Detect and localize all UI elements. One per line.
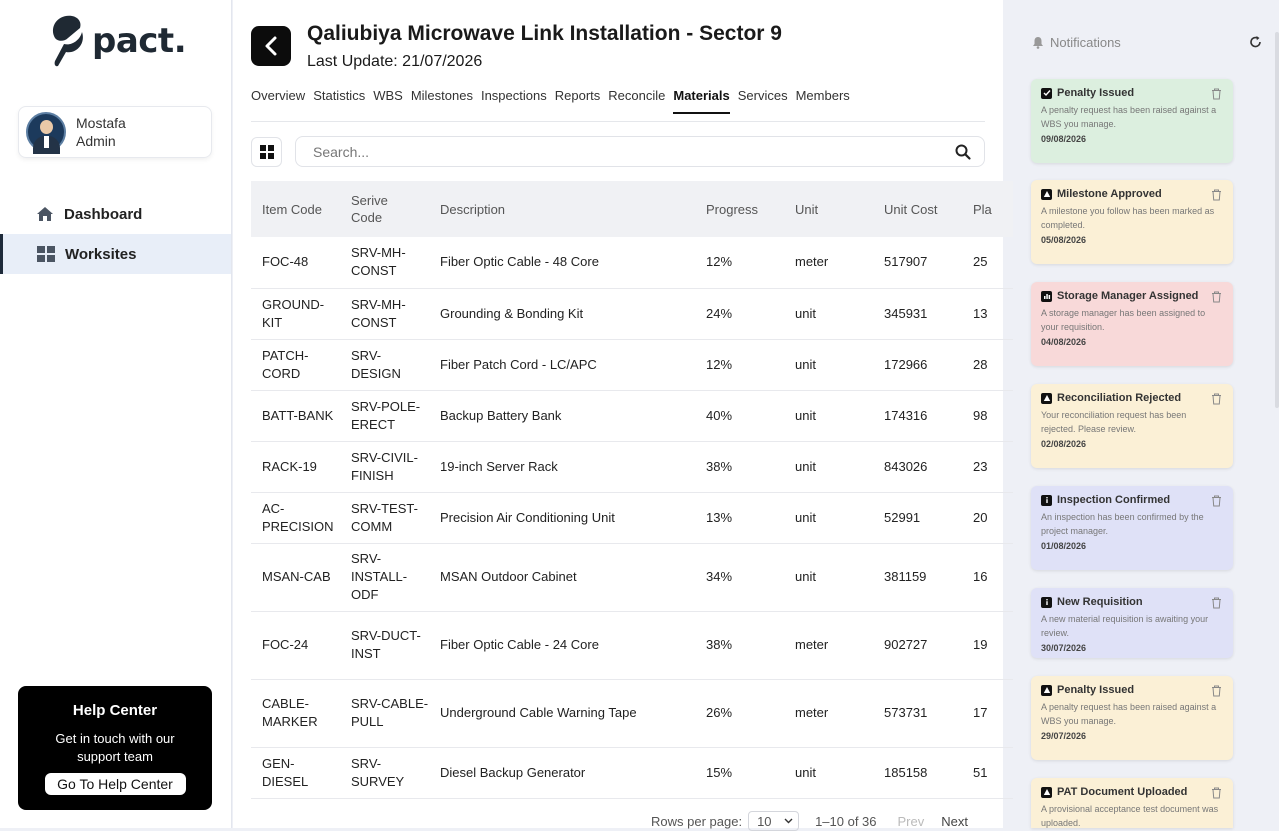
table-cell: unit [784, 390, 873, 441]
table-cell: Fiber Optic Cable - 48 Core [429, 237, 695, 288]
info-icon [1041, 597, 1052, 608]
table-cell: 28 [962, 339, 1051, 390]
column-header[interactable]: Description [440, 201, 506, 217]
materials-table [251, 181, 1051, 799]
trash-icon[interactable] [1211, 290, 1222, 308]
sidebar-item-dashboard[interactable] [0, 194, 231, 234]
table-row[interactable] [251, 390, 1051, 441]
grid-icon [260, 145, 274, 159]
table-cell: 98 [962, 390, 1051, 441]
user-card[interactable] [18, 106, 212, 158]
table-cell: 16 [962, 543, 1051, 611]
table-cell: SRV-MH-CONST [340, 288, 429, 339]
table-cell: 40% [695, 390, 784, 441]
help-center-card [18, 686, 212, 810]
back-button[interactable] [251, 26, 291, 66]
next-page-button[interactable]: Next [941, 813, 968, 829]
column-header[interactable]: Unit Cost [884, 201, 938, 217]
notification-body: A storage manager has been assigned to your requisition. [1041, 308, 1206, 332]
warning-icon [1041, 189, 1052, 200]
table-cell: Backup Battery Bank [429, 390, 695, 441]
tab-reports[interactable]: Reports [554, 88, 601, 103]
sidebar-item-label: Dashboard [64, 205, 143, 223]
trash-icon[interactable] [1211, 188, 1222, 206]
notification-title: Inspection Confirmed [1057, 494, 1171, 506]
view-toggle-button[interactable] [251, 137, 282, 167]
search-input[interactable] [313, 144, 933, 160]
table-row[interactable] [251, 288, 1051, 339]
table-cell: RACK-19 [251, 441, 340, 492]
check-icon [1041, 88, 1052, 99]
materials-table-container[interactable] [251, 181, 992, 797]
notification-body: An inspection has been confirmed by the project manager. [1041, 512, 1204, 536]
pagination [651, 811, 968, 831]
notification-title: Penalty Issued [1057, 87, 1135, 99]
column-header[interactable]: Progress [706, 201, 759, 217]
main-content [233, 0, 1003, 828]
pact-logo-icon [50, 14, 86, 68]
notification-body: A penalty request has been raised against a WBS you manage. [1041, 702, 1217, 726]
table-cell: SRV-CABLE-PULL [340, 679, 429, 747]
tabs [251, 88, 858, 114]
table-cell: SRV-MH-CONST [340, 237, 429, 288]
table-cell: Grounding & Bonding Kit [429, 288, 695, 339]
table-cell: unit [784, 288, 873, 339]
table-cell: 573731 [873, 679, 962, 747]
notification-title: Milestone Approved [1057, 188, 1162, 200]
notification-date: 30/07/2026 [1041, 643, 1087, 653]
notification-body: A penalty request has been raised against a WBS you manage. [1041, 105, 1217, 129]
trash-icon[interactable] [1211, 596, 1222, 614]
table-cell: 26% [695, 679, 784, 747]
search-icon[interactable] [955, 144, 971, 165]
table-cell: 38% [695, 441, 784, 492]
table-cell: unit [784, 441, 873, 492]
table-cell: Precision Air Conditioning Unit [429, 492, 695, 543]
table-cell: FOC-24 [251, 611, 340, 679]
notification-body: A milestone you follow has been marked as completed. [1041, 206, 1215, 230]
table-row[interactable] [251, 237, 1051, 288]
refresh-icon[interactable] [1249, 35, 1262, 54]
table-cell: 15% [695, 747, 784, 798]
notification-date: 09/08/2026 [1041, 134, 1087, 144]
table-cell: AC-PRECISION [251, 492, 340, 543]
table-cell: 19-inch Server Rack [429, 441, 695, 492]
table-cell: 12% [695, 237, 784, 288]
notification-body: Your reconciliation request has been rejected. Please review. [1041, 410, 1187, 434]
notification-card[interactable] [1031, 384, 1233, 468]
notification-title: Reconciliation Rejected [1057, 392, 1182, 404]
sidebar-nav [0, 194, 231, 274]
notifications-scrollbar[interactable] [1275, 32, 1279, 408]
table-cell: GROUND-KIT [251, 288, 340, 339]
notification-title: Penalty Issued [1057, 684, 1135, 696]
chevron-down-icon [784, 818, 793, 824]
table-cell: 17 [962, 679, 1051, 747]
table-cell: 34% [695, 543, 784, 611]
table-cell: unit [784, 543, 873, 611]
table-row[interactable] [251, 543, 1051, 611]
tabs-divider [251, 121, 985, 122]
table-cell: SRV-DESIGN [340, 339, 429, 390]
tab-members[interactable]: Members [795, 88, 850, 103]
table-row[interactable] [251, 441, 1051, 492]
table-cell: 38% [695, 611, 784, 679]
column-header[interactable]: Item Code [262, 201, 322, 217]
table-cell: FOC-48 [251, 237, 340, 288]
pact-logo[interactable] [50, 14, 186, 68]
table-cell: unit [784, 747, 873, 798]
help-title: Help Center [72, 702, 158, 719]
tab-wbs[interactable]: WBS [373, 88, 403, 103]
table-row[interactable] [251, 492, 1051, 543]
table-cell: 185158 [873, 747, 962, 798]
table-cell: SRV-POLE-ERECT [340, 390, 429, 441]
rows-per-page-label: Rows per page: [651, 813, 743, 829]
table-row[interactable] [251, 679, 1051, 747]
table-cell: 174316 [873, 390, 962, 441]
column-header[interactable]: Serive Code [351, 193, 388, 225]
tab-inspections[interactable]: Inspections [480, 88, 547, 103]
chart-icon [1041, 291, 1052, 302]
trash-icon[interactable] [1211, 494, 1222, 512]
table-cell: SRV-TEST-COMM [340, 492, 429, 543]
sidebar-item-worksites[interactable] [0, 234, 231, 274]
table-cell: CABLE-MARKER [251, 679, 340, 747]
info-icon [1041, 495, 1052, 506]
notification-body: A new material requisition is awaiting your review. [1041, 614, 1209, 638]
trash-icon[interactable] [1211, 684, 1222, 702]
notification-card[interactable] [1031, 79, 1233, 163]
avatar [26, 112, 66, 152]
user-role: Admin [76, 133, 116, 149]
trash-icon[interactable] [1211, 392, 1222, 410]
notification-card[interactable] [1031, 486, 1233, 570]
table-cell: MSAN Outdoor Cabinet [429, 543, 695, 611]
sidebar [0, 0, 232, 828]
help-center-button[interactable]: Go To Help Center [45, 773, 186, 795]
notification-card[interactable] [1031, 676, 1233, 760]
chevron-left-icon [263, 36, 279, 56]
notification-title: New Requisition [1057, 596, 1143, 608]
table-cell: 23 [962, 441, 1051, 492]
tab-milestones[interactable]: Milestones [410, 88, 473, 103]
warning-icon [1041, 787, 1052, 798]
table-cell: 172966 [873, 339, 962, 390]
table-cell: meter [784, 611, 873, 679]
notification-date: 01/08/2026 [1041, 541, 1087, 551]
notification-date: 04/08/2026 [1041, 337, 1087, 347]
table-cell: Fiber Optic Cable - 24 Core [429, 611, 695, 679]
table-cell: Fiber Patch Cord - LC/APC [429, 339, 695, 390]
table-row[interactable] [251, 611, 1051, 679]
page-title: Qaliubiya Microwave Link Installation - Sector 9 [307, 22, 782, 45]
tab-materials[interactable]: Materials [673, 88, 729, 114]
table-cell: 345931 [873, 288, 962, 339]
notification-card[interactable] [1031, 588, 1233, 658]
table-cell: 25 [962, 237, 1051, 288]
sidebar-item-label: Worksites [65, 245, 137, 263]
table-row[interactable] [251, 747, 1051, 798]
pagination-range: 1–10 of 36 [815, 813, 877, 829]
table-cell: 20 [962, 492, 1051, 543]
notifications-panel [1013, 0, 1279, 828]
notifications-title: Notifications [1050, 35, 1121, 50]
notification-date: 02/08/2026 [1041, 439, 1087, 449]
table-header-row [251, 181, 1051, 237]
table-cell: Diesel Backup Generator [429, 747, 695, 798]
trash-icon[interactable] [1211, 786, 1222, 804]
help-subtitle: Get in touch with our support team [55, 731, 175, 764]
rows-per-page-value: 10 [757, 813, 772, 829]
tab-services[interactable]: Services [737, 88, 788, 103]
table-cell: Underground Cable Warning Tape [429, 679, 695, 747]
notifications-header [1032, 35, 1121, 50]
table-cell: 19 [962, 611, 1051, 679]
table-cell: 13 [962, 288, 1051, 339]
prev-page-button[interactable]: Prev [897, 813, 925, 829]
table-cell: 843026 [873, 441, 962, 492]
search-bar [295, 136, 985, 167]
tab-reconcile[interactable]: Reconcile [608, 88, 666, 103]
table-cell: unit [784, 492, 873, 543]
column-header[interactable]: Pla [973, 201, 992, 217]
tab-overview[interactable]: Overview [251, 88, 306, 103]
table-cell: 902727 [873, 611, 962, 679]
table-cell: SRV-DUCT-INST [340, 611, 429, 679]
notification-body: A provisional acceptance test document was uploaded. [1041, 804, 1219, 828]
user-name: Mostafa [76, 115, 126, 131]
notification-title: Storage Manager Assigned [1057, 290, 1199, 302]
table-cell: MSAN-CAB [251, 543, 340, 611]
column-header[interactable]: Unit [795, 201, 819, 217]
notification-date: 05/08/2026 [1041, 235, 1087, 245]
notification-card[interactable] [1031, 778, 1233, 828]
table-cell: 12% [695, 339, 784, 390]
notification-card[interactable] [1031, 180, 1233, 264]
table-cell: meter [784, 237, 873, 288]
table-cell: meter [784, 679, 873, 747]
notification-card[interactable] [1031, 282, 1233, 366]
table-cell: SRV-INSTALL-ODF [340, 543, 429, 611]
grid-icon [36, 245, 56, 263]
table-cell: 51 [962, 747, 1051, 798]
last-update: Last Update: 21/07/2026 [307, 53, 483, 70]
notification-date: 29/07/2026 [1041, 731, 1087, 741]
table-cell: 381159 [873, 543, 962, 611]
rows-per-page-select[interactable] [748, 811, 799, 831]
table-cell: 52991 [873, 492, 962, 543]
table-cell: SRV-CIVIL-FINISH [340, 441, 429, 492]
table-row[interactable] [251, 339, 1051, 390]
trash-icon[interactable] [1211, 87, 1222, 105]
table-cell: GEN-DIESEL [251, 747, 340, 798]
table-cell: 517907 [873, 237, 962, 288]
table-cell: 13% [695, 492, 784, 543]
logo-text: pact. [92, 21, 187, 61]
bell-icon [1032, 36, 1044, 49]
table-cell: 24% [695, 288, 784, 339]
warning-icon [1041, 393, 1052, 404]
table-cell: unit [784, 339, 873, 390]
table-cell: SRV-SURVEY [340, 747, 429, 798]
table-cell: PATCH-CORD [251, 339, 340, 390]
home-icon [35, 205, 55, 223]
table-cell: BATT-BANK [251, 390, 340, 441]
warning-icon [1041, 685, 1052, 696]
notification-title: PAT Document Uploaded [1057, 786, 1188, 798]
tab-statistics[interactable]: Statistics [313, 88, 366, 103]
